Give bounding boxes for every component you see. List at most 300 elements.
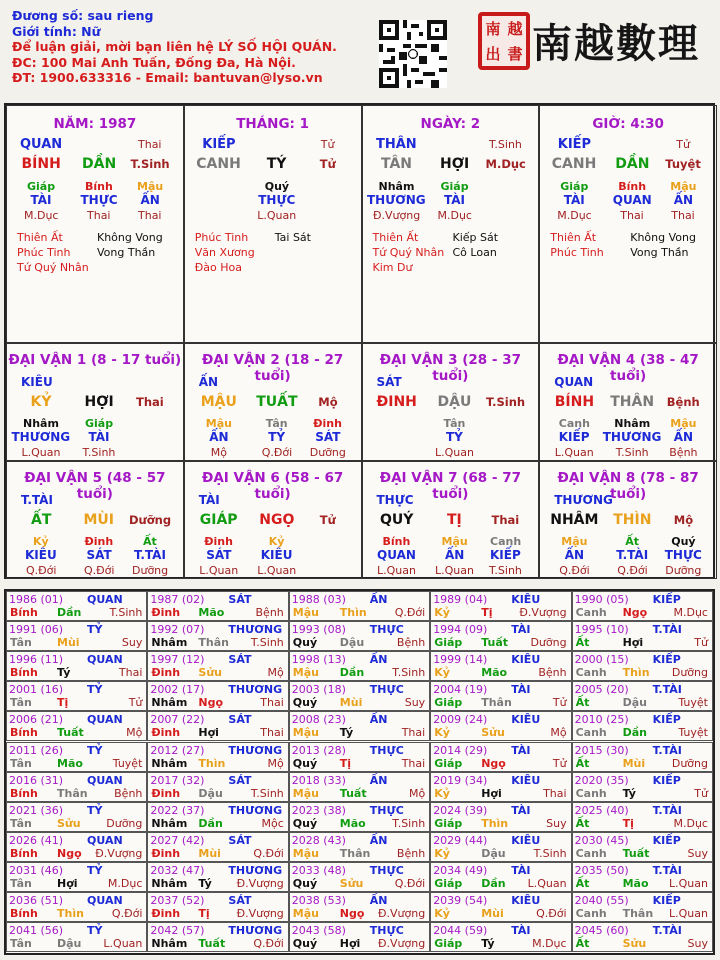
year-cell [572,802,713,832]
dai-van-top: T.TÀI [21,493,53,507]
pillar-title: GIỜ: 4:30 [592,116,664,132]
pillar-stem: HỢI [440,156,470,172]
year-god: ẤN [369,713,388,727]
year-stage: Mộc [261,816,284,830]
dai-van-cell [184,461,362,579]
year-cell [572,742,713,772]
year-god: ẤN [369,593,388,606]
dai-van-stem: T.Sinh [486,395,526,409]
ten-god: THƯƠNG [367,193,426,207]
year-branch: Hợi [339,937,361,951]
year-label: 2016 (31) [9,773,64,787]
year-stem: Nhâm [151,756,188,770]
year-stem: Nhâm [151,876,188,890]
year-stage: Mộ [267,756,284,770]
year-god: QUAN [87,773,123,787]
year-god: TỶ [87,924,103,938]
year-cell [147,892,288,922]
year-label: 2006 (21) [9,713,64,727]
year-stage: Thai [118,666,143,680]
year-branch: Mùi [622,756,646,770]
year-branch: Sửu [481,726,505,740]
dai-van-stem: Dưỡng [129,513,172,527]
dai-van-stem: Mộ [318,395,338,409]
year-stage: Bệnh [114,786,143,800]
life-stage: Q.Đới [559,564,590,577]
year-god: TÀI [511,803,531,817]
year-stage: L.Quan [527,876,567,890]
year-god: KIÊU [511,894,541,907]
year-label: 2013 (28) [291,743,346,757]
year-branch: Sửu [198,666,222,680]
year-stem: Kỷ [434,846,450,860]
pillar-top: KIẾP [202,137,236,152]
year-stem: Canh [575,786,607,800]
life-stage: M.Dục [557,209,592,222]
year-label: 2020 (35) [574,773,629,787]
year-stage: T.Sinh [392,666,426,680]
year-branch: Tuất [481,636,508,650]
year-stage: Mộ [550,726,567,740]
year-stem: Quý [292,696,318,710]
year-cell [147,772,288,802]
year-label: 2004 (19) [433,683,488,697]
year-label: 2008 (23) [291,713,346,727]
year-stage: Thai [401,726,426,740]
ten-god: ẤN [140,193,160,207]
year-stage: Bệnh [255,606,284,619]
year-god: QUAN [87,593,123,606]
ten-god: KIẾP [558,430,590,444]
year-branch: Ngọ [622,606,648,619]
year-god: ẤN [369,894,388,907]
star-good: Phúc Tinh [194,231,249,244]
year-stage: T.Sinh [392,816,426,830]
hidden-stem: Tân [265,417,288,430]
year-stage: Thai [401,756,426,770]
year-stem: Quý [292,876,318,890]
year-stage: Mộ [126,726,143,740]
phone-email-line: ĐT: 1900.633316 - Email: bantuvan@lyso.vn [12,70,323,85]
life-stage: Q.Đới [26,564,57,577]
ten-god: SÁT [315,430,341,444]
year-cell [147,742,288,772]
year-stem: Giáp [434,696,463,710]
life-stage: Đ.Vượng [373,209,421,222]
year-cell [572,711,713,741]
pillar-cell [539,105,717,343]
dai-van-cell [6,461,184,579]
dai-van-title: ĐẠI VẬN 7 (68 - 77 tuổi) [379,470,521,502]
dai-van-stem: THÌN [613,512,652,528]
year-stage: L.Quan [669,907,708,920]
year-label: 2044 (59) [433,924,488,938]
year-stem: Bính [10,786,38,800]
year-cell [147,651,288,681]
year-cell [289,772,430,802]
dai-van-cell [6,343,184,461]
year-branch: Tuất [57,726,84,740]
year-god: T.TÀI [652,863,682,877]
year-god: QUAN [87,833,123,847]
year-stage: Đ.Vượng [377,907,426,920]
year-cell [147,591,288,621]
year-label: 2024 (39) [433,803,488,817]
year-cell [572,591,713,621]
year-god: THƯƠNG [228,863,283,877]
hidden-stem: Mậu [137,180,164,193]
year-cell [289,651,430,681]
year-label: 2005 (20) [574,683,629,697]
year-label: 2003 (18) [291,683,346,697]
star-bad: Vong Thần [97,246,156,259]
year-stage: Đ.Vượng [519,606,567,619]
hidden-stem: Đinh [204,535,233,548]
dai-van-stem: TỊ [447,512,462,528]
hidden-stem: Mậu [670,180,697,193]
year-label: 2031 (46) [9,863,64,877]
star-good: Văn Xương [194,246,255,259]
year-stage: Thai [543,786,567,800]
hidden-stem: Bính [85,180,113,193]
ten-god: KIẾP [490,548,521,562]
ten-god: KIÊU [260,548,293,562]
life-stage: L.Quan [554,446,594,459]
year-stage: Suy [404,696,426,710]
year-stem: Nhâm [151,696,188,710]
year-god: TỶ [87,803,103,817]
year-label: 1997 (12) [150,653,205,667]
year-label: 1992 (07) [150,623,205,637]
ten-god: TÀI [444,193,466,207]
hidden-stem: Giáp [440,180,469,193]
pillar-stem: M.Dục [485,157,526,171]
pillar-stem: CANH [196,156,241,172]
year-branch: Dậu [481,846,506,860]
year-god: TÀI [511,924,531,938]
year-stage: T.Sinh [533,846,567,860]
year-god: SÁT [228,833,252,847]
dai-van-top: ẤN [198,375,219,389]
life-stage: L.Quan [21,446,61,459]
year-label: 2036 (51) [9,894,64,907]
year-label: 2019 (34) [433,773,488,787]
year-stem: Tân [10,876,32,890]
ten-god: THƯƠNG [11,430,71,444]
address-line: ĐC: 100 Mai Anh Tuấn, Đống Đa, Hà Nội. [12,54,296,70]
year-cell [6,591,147,621]
pillar-top: Thai [138,138,162,151]
year-stem: Canh [575,726,607,740]
year-branch: Mão [339,816,366,830]
dai-van-cell [184,343,362,461]
year-branch: Mão [198,606,225,619]
year-label: 2000 (15) [574,653,629,667]
year-branch: Dậu [339,636,365,650]
dai-van-top: THỰC [376,493,414,507]
year-cell [6,651,147,681]
star-good: Phúc Tinh [17,246,71,259]
year-branch: Tị [57,696,69,710]
life-stage: Thai [87,209,111,222]
life-stage: Thai [671,209,695,222]
year-label: 1999 (14) [433,653,488,667]
year-label: 2034 (49) [433,863,488,877]
year-branch: Hợi [481,786,502,800]
year-branch: Thân [339,846,371,860]
year-label: 2028 (43) [291,833,346,847]
star-bad: Kiếp Sát [452,231,499,244]
year-stage: Suy [121,636,143,650]
year-label: 2025 (40) [574,803,629,817]
year-stem: Kỷ [434,606,450,619]
year-cell [430,681,571,711]
year-stage: Dưỡng [671,666,708,680]
year-stem: Mậu [292,726,319,740]
hidden-stem: Nhâm [378,180,415,193]
year-cell [430,591,571,621]
dai-van-top: TÀI [198,493,220,507]
star-good: Phúc Tinh [550,246,604,259]
pillar-title: NGÀY: 2 [420,116,481,132]
year-stage: Q.Đới [253,846,284,860]
year-god: TÀI [511,863,531,877]
dai-van-stem: Tử [319,513,336,527]
year-stage: Tử [694,786,708,800]
year-cell [572,651,713,681]
year-stem: Giáp [434,636,463,650]
year-label: 2040 (55) [574,894,629,907]
year-cell [289,802,430,832]
year-label: 2001 (16) [9,683,64,697]
year-branch: Thìn [339,606,367,619]
year-stem: Mậu [292,666,319,680]
year-stem: Mậu [292,907,319,920]
pillar-stem: Tuyệt [665,157,701,171]
year-cell [147,681,288,711]
life-stage: L.Quan [435,446,474,459]
year-god: TÀI [511,623,531,637]
star-bad: Không Vong [630,231,696,244]
year-cell [6,621,147,651]
year-stage: M.Dục [673,816,708,830]
year-cell [6,711,147,741]
life-stage: T.Sinh [615,446,649,459]
year-branch: Tý [57,666,71,680]
year-stage: Q.Đới [394,876,426,890]
dai-van-top: SÁT [376,375,402,389]
ten-god: ẤN [445,548,465,562]
year-cell [6,862,147,892]
year-god: TỶ [87,683,103,697]
year-god: KIÊU [511,833,541,847]
dai-van-top: KIÊU [21,375,53,389]
year-label: 2038 (53) [291,894,346,907]
year-stem: Ất [575,816,590,830]
year-stem: Mậu [292,786,319,800]
year-cell [289,681,430,711]
pillar-stem: T.Sinh [130,157,170,171]
year-cell [572,621,713,651]
year-branch: Tuất [622,846,650,860]
dai-van-stem: BÍNH [554,394,595,410]
life-stage: Dưỡng [132,564,169,577]
hidden-stem: Canh [490,535,522,548]
dai-van-cell [539,343,717,461]
year-god: KIẾP [652,773,681,787]
star-good: Kim Dư [372,261,413,274]
year-cell [289,591,430,621]
year-stem: Kỷ [434,786,450,800]
ten-god: THỰC [80,193,118,207]
year-stem: Quý [292,756,318,770]
year-branch: Hợi [57,876,78,890]
year-branch: Thân [481,696,512,710]
dai-van-title: ĐẠI VẬN 3 (28 - 37 tuổi) [379,352,521,384]
life-stage: Bệnh [669,446,698,459]
year-stem: Quý [292,636,318,650]
year-stage: Bệnh [396,636,426,650]
year-god: THỰC [369,803,404,817]
year-stage: T.Sinh [250,636,284,650]
ten-god: SÁT [206,548,232,562]
year-god: QUAN [87,894,123,907]
year-cell [147,862,288,892]
year-branch: Thân [198,636,229,650]
year-god: T.TÀI [652,924,682,938]
hidden-stem: Mậu [561,535,588,548]
year-branch: Tị [622,816,634,830]
year-label: 2026 (41) [9,833,64,847]
year-cell [430,862,571,892]
year-god: THƯƠNG [228,623,283,637]
year-cell [289,892,430,922]
year-label: 2012 (27) [150,743,205,757]
year-branch: Thìn [57,907,84,920]
dai-van-stem: QUÝ [380,512,414,528]
hidden-stem: Kỷ [33,535,49,548]
year-branch: Tý [198,876,212,890]
dai-van-stem: DẬU [437,394,472,410]
year-god: KIẾP [652,894,681,907]
year-branch: Dậu [57,937,82,951]
year-cell [289,832,430,862]
year-label: 2017 (32) [150,773,205,787]
pillar-title: THÁNG: 1 [236,116,310,132]
year-branch: Tuất [198,937,226,951]
year-god: SÁT [228,894,252,907]
year-label: 2042 (57) [150,924,205,938]
year-stage: Mộ [408,786,426,800]
pillar-stem: TÂN [381,156,413,172]
star-bad: Vong Thần [630,246,689,259]
year-cell [6,832,147,862]
pillar-stem: DẦN [82,156,117,172]
hidden-stem: Mậu [205,417,232,430]
year-stem: Bính [10,666,38,680]
dai-van-stem: MÙI [83,512,115,528]
year-stem: Đinh [151,907,181,920]
year-cell [572,892,713,922]
dai-van-stem: HỢI [84,394,114,410]
year-god: ẤN [369,773,388,787]
year-branch: Dần [481,876,506,890]
year-cell [572,681,713,711]
year-label: 2029 (44) [433,833,488,847]
year-stage: Tử [694,636,708,650]
year-cell [430,802,571,832]
year-god: KIẾP [652,833,681,847]
year-branch: Ngọ [339,907,365,920]
year-stem: Ất [575,756,590,770]
ten-god: ẤN [673,193,694,207]
hidden-stem: Quý [264,180,290,193]
year-stage: Đ.Vượng [236,876,284,890]
year-god: KIẾP [652,713,681,727]
year-cell [430,922,571,952]
year-god: THỰC [369,683,404,697]
year-cell [572,772,713,802]
year-god: KIÊU [511,773,541,787]
year-branch: Dậu [622,696,647,710]
year-stage: Đ.Vượng [377,937,426,951]
year-branch: Mùi [339,696,363,710]
year-stem: Đinh [151,666,181,680]
ten-god: THỰC [664,548,702,562]
year-stem: Giáp [434,816,463,830]
year-stage: Suy [546,816,567,830]
life-stage: Thai [138,209,162,222]
year-god: ẤN [369,653,388,667]
year-god: SÁT [228,713,252,727]
year-stem: Nhâm [151,937,188,951]
hidden-stem: Bính [382,535,411,548]
year-cell [430,651,571,681]
year-god: KIÊU [511,653,541,667]
dai-van-title: ĐẠI VẬN 5 (48 - 57 tuổi) [24,470,166,502]
year-label: 2002 (17) [150,683,205,697]
year-label: 2035 (50) [574,863,629,877]
year-cell [6,802,147,832]
ten-god: TỶ [268,430,286,444]
life-stage: L.Quan [257,209,297,222]
year-cell [6,681,147,711]
life-stage: M.Dục [24,209,59,222]
year-stem: Đinh [151,606,181,619]
life-stage: M.Dục [437,209,472,222]
hidden-stem: Ất [143,535,157,548]
life-stage: T.Sinh [82,446,116,459]
year-cell [572,862,713,892]
year-branch: Thân [57,786,88,800]
year-stage: Bệnh [396,846,426,860]
year-stem: Nhâm [151,816,188,830]
year-cell [289,862,430,892]
dai-van-stem: KỶ [30,394,52,410]
year-label: 2014 (29) [433,743,488,757]
year-god: THƯƠNG [228,924,283,938]
year-stage: Đ.Vượng [236,907,284,920]
year-cell [430,621,571,651]
ten-god: TÀI [88,430,110,444]
year-cell [289,742,430,772]
dai-van-cell [362,461,540,579]
year-label: 2027 (42) [150,833,205,847]
year-branch: Thìn [198,756,226,770]
life-stage: Q.Đới [261,446,293,459]
year-branch: Dần [198,816,223,830]
year-branch: Hợi [622,636,644,650]
